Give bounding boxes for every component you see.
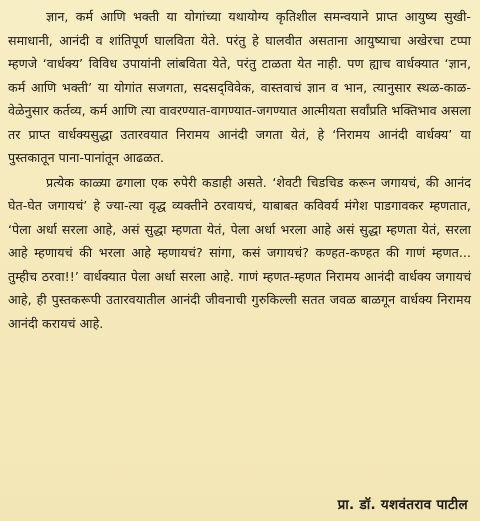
paragraph-1: ज्ञान, कर्म आणि भक्ती या योगांच्या यथायोग्य कृतिशील समन्वयाने प्राप्त आयुष्य सुखी-समाधानी, आनंदी व शांतिपूर्ण घालविता येते. परंतु हे घालवीत असताना आयुष्याचा अखेरचा टप्पा म्हणजे ‘वार्धक्य’ विविध उपायांनी लांबविता येते, परंतु टाळता येत नाही. पण ह्याच वार्धक्यात ‘ज्ञान, कर्म आणि भक्ती’ या योगांत सजगता, सदसद्‌विवेक, वास्तवाचं ज्ञान व भान, त्यानुसार स्थळ-काळ-वेळेनुसार कर्तव्य, कर्म आणि त्या वावरण्यात-वागण्यात-जगण्यात आत्मीयता सर्वांप्रति भक्तिभाव असला तर प्राप्त वार्धक्यसुद्धा उतारवयात निरामय आनंदी जगता येतं, हे ‘निरामय आनंदी वार्धक्य’ या पुस्तकातून पाना-पानांतून आढळत.: [8, 9, 471, 165]
paragraph-2: प्रत्येक काळ्या ढगाला एक रुपेरी कडाही असते. ‘शेवटी चिडचिड करून जगायचं, की आनंद घेत-घेत जगायचं’ हे ज्या-त्या वृद्ध व्यक्तीने ठरवायचं, याबाबत कविवर्य मंगेश पाडगावकर म्हणतात, ‘पेला अर्धा सरला आहे, असं सुद्धा म्हणता येतं, पेला अर्धा भरला आहे असं सुद्धा म्हणता येतं, सरला आहे म्हणायचं की भरला आहे म्हणायचं? सांगा, कसं जगायचं? कण्हत-कण्हत की गाणं म्हणत... तुम्हीच ठरवा!!’ वार्धक्यात पेला अर्धा सरला आहे. गाणं म्हणत-म्हणत निरामय आनंदी वार्धक्य जगायचं आहे, ही पुस्तकरूपी उतारवयातील आनंदी जीवनाची गुरुकिल्ली सतत जवळ बाळगून वार्धक्य निरामय आनंदी करायचं आहे.: [8, 174, 471, 331]
author-signature: प्रा. डॉ. यशवंतराव पाटील: [337, 497, 468, 513]
